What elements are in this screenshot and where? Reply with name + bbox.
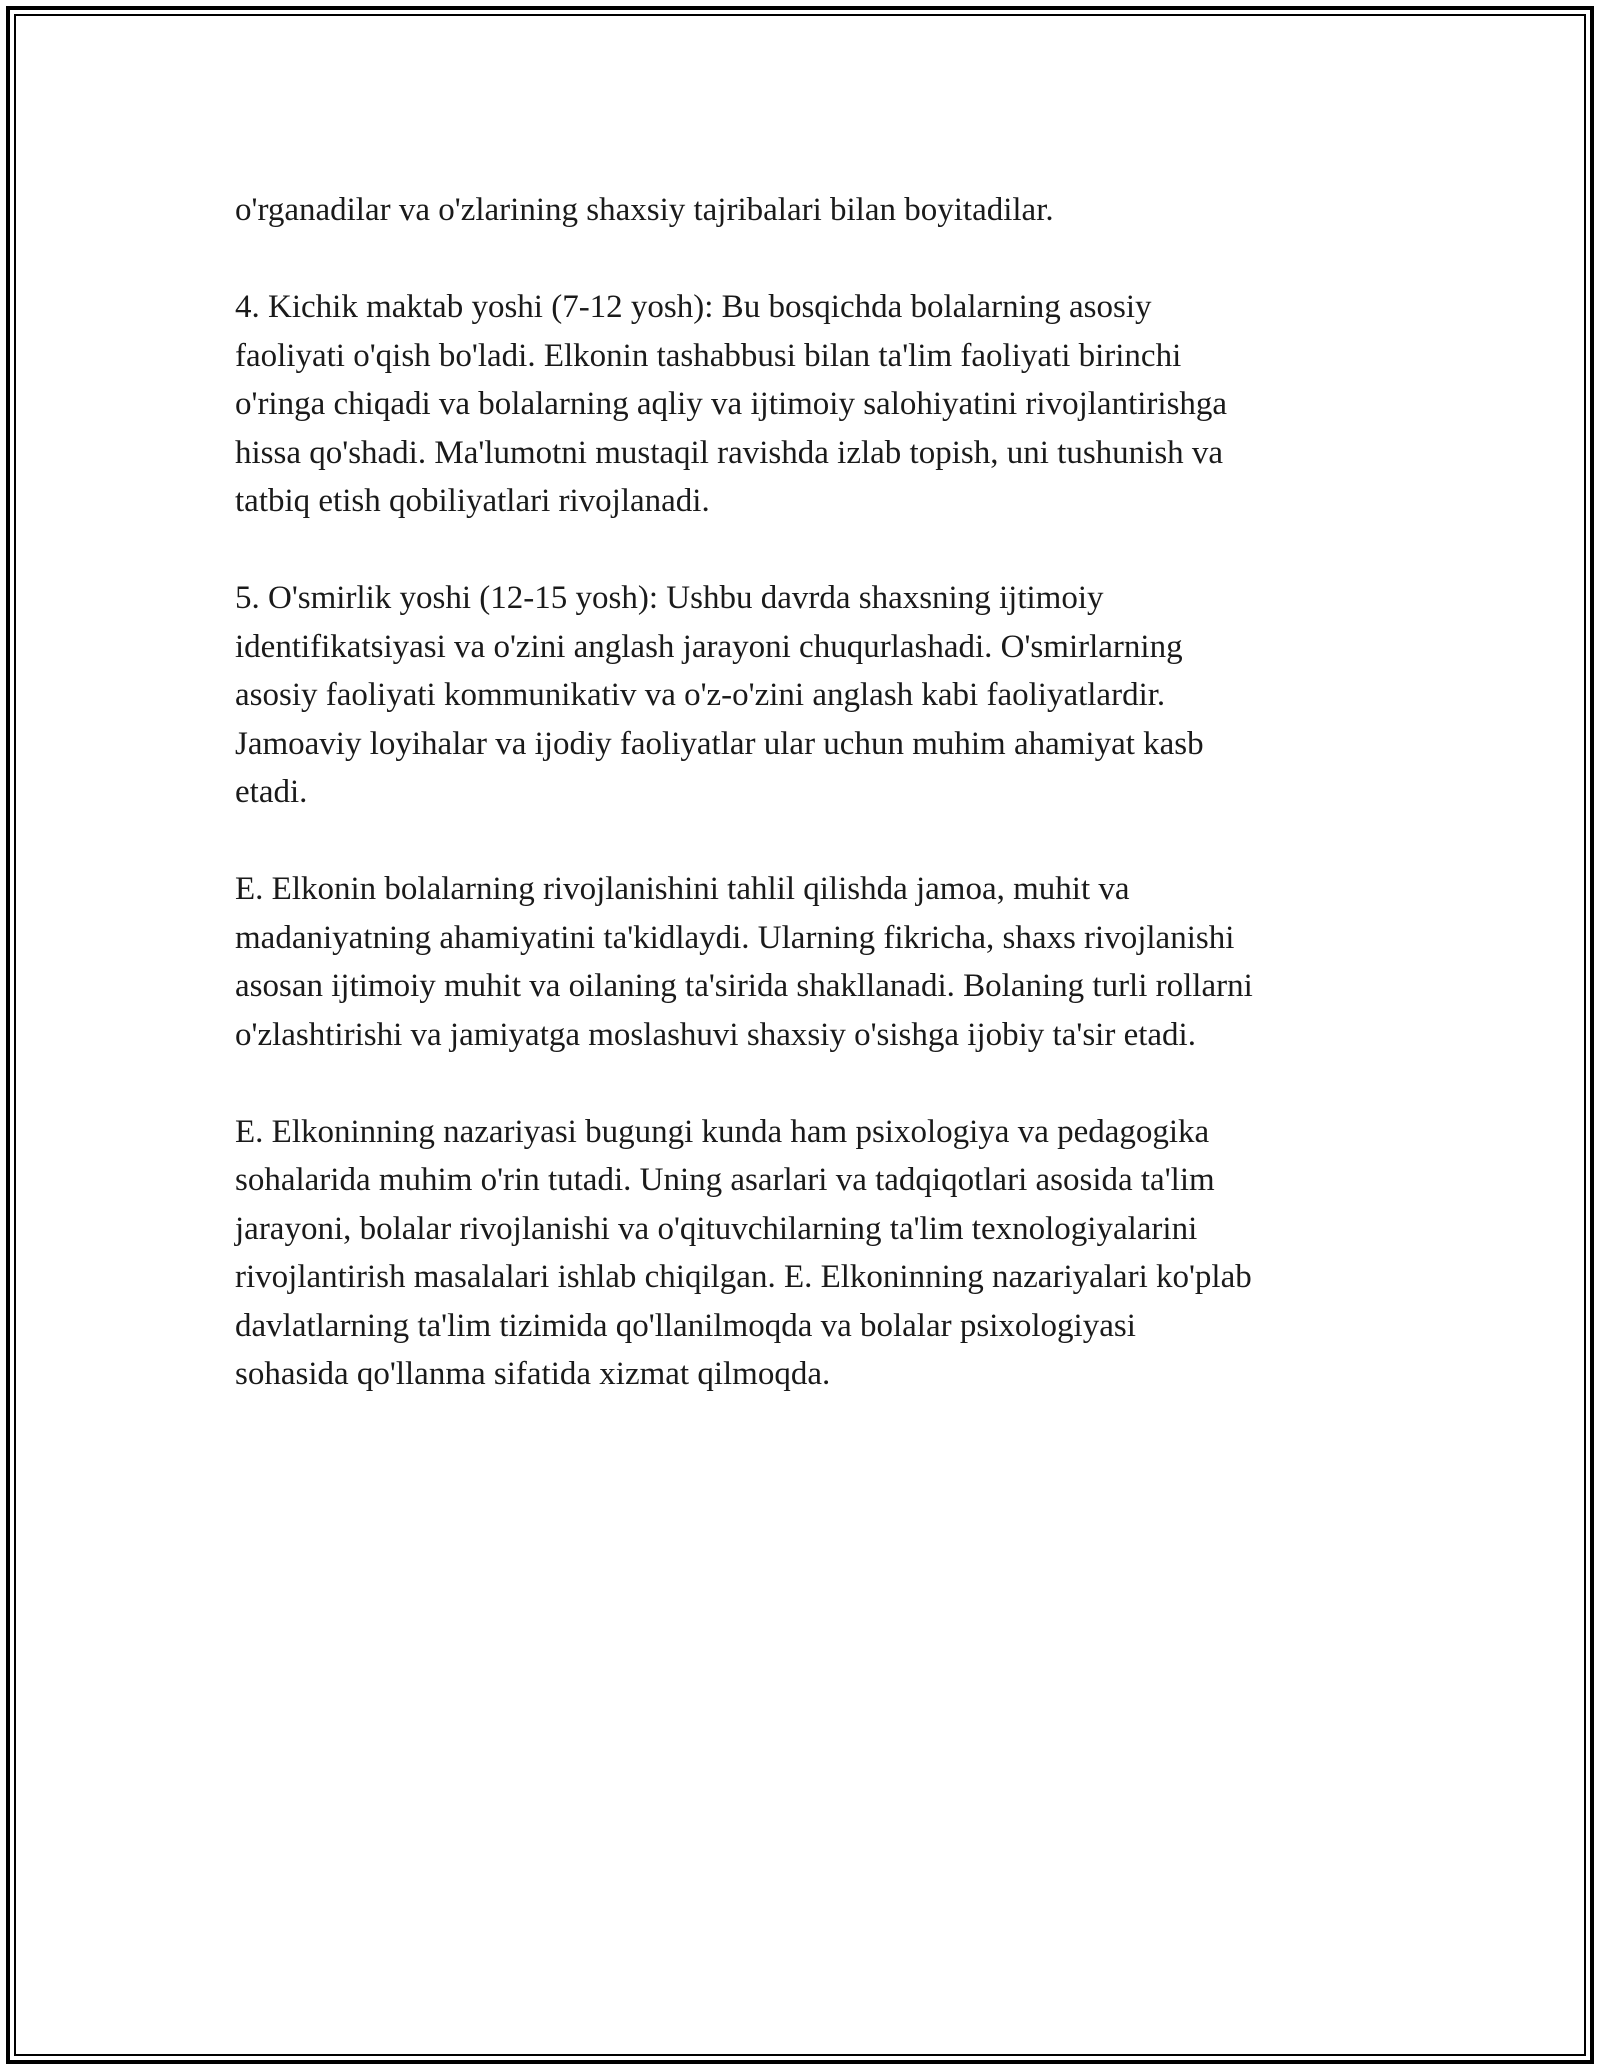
paragraph-adolescence: 5. O'smirlik yoshi (12-15 yosh): Ushbu davrda shaxsning ijtimoiy identifikatsiyasi va o'zini anglash jarayoni chuqurlashadi. O'smirlarning asosiy faoliyati kommunikativ va o'z-o'zini anglash kabi faoliyatlardir. Jamoaviy loyihalar va ijodiy faoliyatlar ular uchun muhim ahamiyat kasb etadi. <box>235 580 1204 810</box>
paragraph-primary-school-age: 4. Kichik maktab yoshi (7-12 yosh): Bu bosqichda bolalarning asosiy faoliyati o'qish bo'ladi. Elkonin tashabbusi bilan ta'lim faoliyati birinchi o'ringa chiqadi va bolalarning aqliy va ijtimoiy salohiyatini rivojlantirishga hissa qo'shadi. Ma'lumotni mustaqil ravishda izlab topish, uni tushunish va tatbiq etish qobiliyatlari rivojlanadi. <box>235 289 1228 519</box>
paragraph-continuation: o'rganadilar va o'zlarining shaxsiy tajribalari bilan boyitadilar. <box>235 192 1054 228</box>
document-body <box>235 186 1385 1447</box>
paragraph-theory-significance: E. Elkoninning nazariyasi bugungi kunda ham psixologiya va pedagogika sohalarida muhim o'rin tutadi. Uning asarlari va tadqiqotlari asosida ta'lim jarayoni, bolalar rivojlanishi va o'qituvchilarning ta'lim texnologiyalarini rivojlantirish masalalari ishlab chiqilgan. E. Elkoninning nazariyalari ko'plab davlatlarning ta'lim tizimida qo'llanilmoqda va bolalar psixologiyasi sohasida qo'llanma sifatida xizmat qilmoqda. <box>235 1113 1252 1392</box>
paragraph-social-environment: E. Elkonin bolalarning rivojlanishini tahlil qilishda jamoa, muhit va madaniyatning ahamiyatini ta'kidlaydi. Ularning fikricha, shaxs rivojlanishi asosan ijtimoiy muhit va oilaning ta'sirida shakllanadi. Bolaning turli rollarni o'zlashtirishi va jamiyatga moslashuvi shaxsiy o'sishga ijobiy ta'sir etadi. <box>235 871 1253 1053</box>
